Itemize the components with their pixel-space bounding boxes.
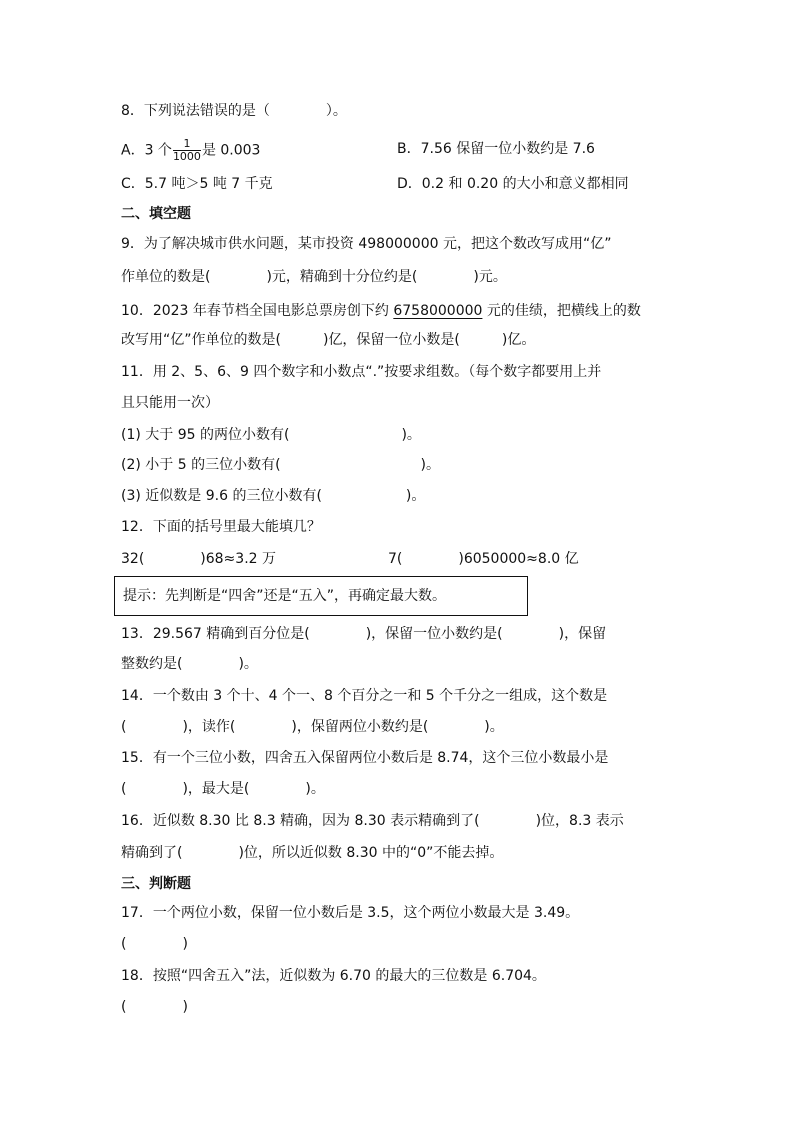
- question-10-text-b: 元的佳绩，把横线上的数: [482, 303, 641, 319]
- question-8-option-b: B．7.56 保留一位小数约是 7.6: [397, 141, 595, 157]
- question-16-line-1: 16．近似数 8.30 比 8.3 精确，因为 8.30 表示精确到了( )位，8.3 表示: [121, 813, 624, 829]
- question-15-line-2: ( )，最大是( )。: [121, 781, 325, 797]
- question-13-line-1: 13．29.567 精确到百分位是( )，保留一位小数约是( )，保留: [121, 626, 607, 642]
- question-9-line-1: 9．为了解决城市供水问题，某市投资 498000000 元，把这个数改写成用“亿”: [121, 236, 612, 252]
- question-14-line-2: ( )，读作( )，保留两位小数约是( )。: [121, 719, 504, 735]
- fraction-numerator: 1: [173, 138, 201, 151]
- hint-text: 提示：先判断是“四舍”还是“五入”，再确定最大数。: [123, 588, 447, 604]
- question-18-line-1: 18．按照“四舍五入”法，近似数为 6.70 的最大的三位数是 6.704。: [121, 968, 546, 984]
- option-a-prefix: A．3 个: [121, 142, 172, 159]
- question-17-line-1: 17．一个两位小数，保留一位小数后是 3.5，这个两位小数最大是 3.49。: [121, 905, 580, 921]
- question-10-line-1: [121, 301, 641, 321]
- question-11-line-1: 11．用 2、5、6、9 四个数字和小数点“.”按要求组数。（每个数字都要用上并: [121, 364, 602, 380]
- question-10-text-a: 10．2023 年春节档全国电影总票房创下约: [121, 303, 394, 319]
- question-11-line-2: 且只能用一次）: [121, 395, 219, 411]
- fraction: [173, 138, 201, 163]
- section-heading-judge: 三、判断题: [121, 876, 191, 892]
- hint-box: [114, 576, 528, 616]
- question-8-option-d: D．0.2 和 0.20 的大小和意义都相同: [397, 176, 629, 192]
- question-11-sub-3: (3) 近似数是 9.6 的三位小数有( )。: [121, 488, 426, 504]
- question-10-line-2: 改写用“亿”作单位的数是( )亿，保留一位小数是( )亿。: [121, 332, 536, 348]
- section-heading-fill: 二、填空题: [121, 206, 191, 222]
- question-15-line-1: 15．有一个三位小数，四舍五入保留两位小数后是 8.74，这个三位小数最小是: [121, 750, 609, 766]
- question-16-line-2: 精确到了( )位，所以近似数 8.30 中的“0”不能去掉。: [121, 845, 504, 861]
- question-11-sub-1: (1) 大于 95 的两位小数有( )。: [121, 427, 421, 443]
- question-12-stem: 12．下面的括号里最大能填几？: [121, 519, 321, 535]
- question-17-answer-blank[interactable]: ( ): [121, 936, 188, 952]
- question-8-option-a: [121, 138, 260, 163]
- option-a-suffix: 是 0.003: [201, 142, 261, 159]
- underlined-number: 6758000000: [393, 303, 483, 319]
- question-12-right: 7( )6050000≈8.0 亿: [388, 551, 579, 567]
- question-14-line-1: 14．一个数由 3 个十、4 个一、8 个百分之一和 5 个千分之一组成，这个数是: [121, 688, 608, 704]
- question-13-line-2: 整数约是( )。: [121, 656, 258, 672]
- question-12-left: 32( )68≈3.2 万: [121, 551, 276, 567]
- question-9-line-2: 作单位的数是( )元，精确到十分位约是( )元。: [121, 269, 507, 285]
- question-8-stem: 8．下列说法错误的是（ ）。: [121, 103, 347, 119]
- question-18-answer-blank[interactable]: ( ): [121, 999, 188, 1015]
- question-11-sub-2: (2) 小于 5 的三位小数有( )。: [121, 457, 441, 473]
- fraction-denominator: 1000: [172, 150, 201, 163]
- question-8-option-c: C．5.7 吨＞5 吨 7 千克: [121, 176, 273, 192]
